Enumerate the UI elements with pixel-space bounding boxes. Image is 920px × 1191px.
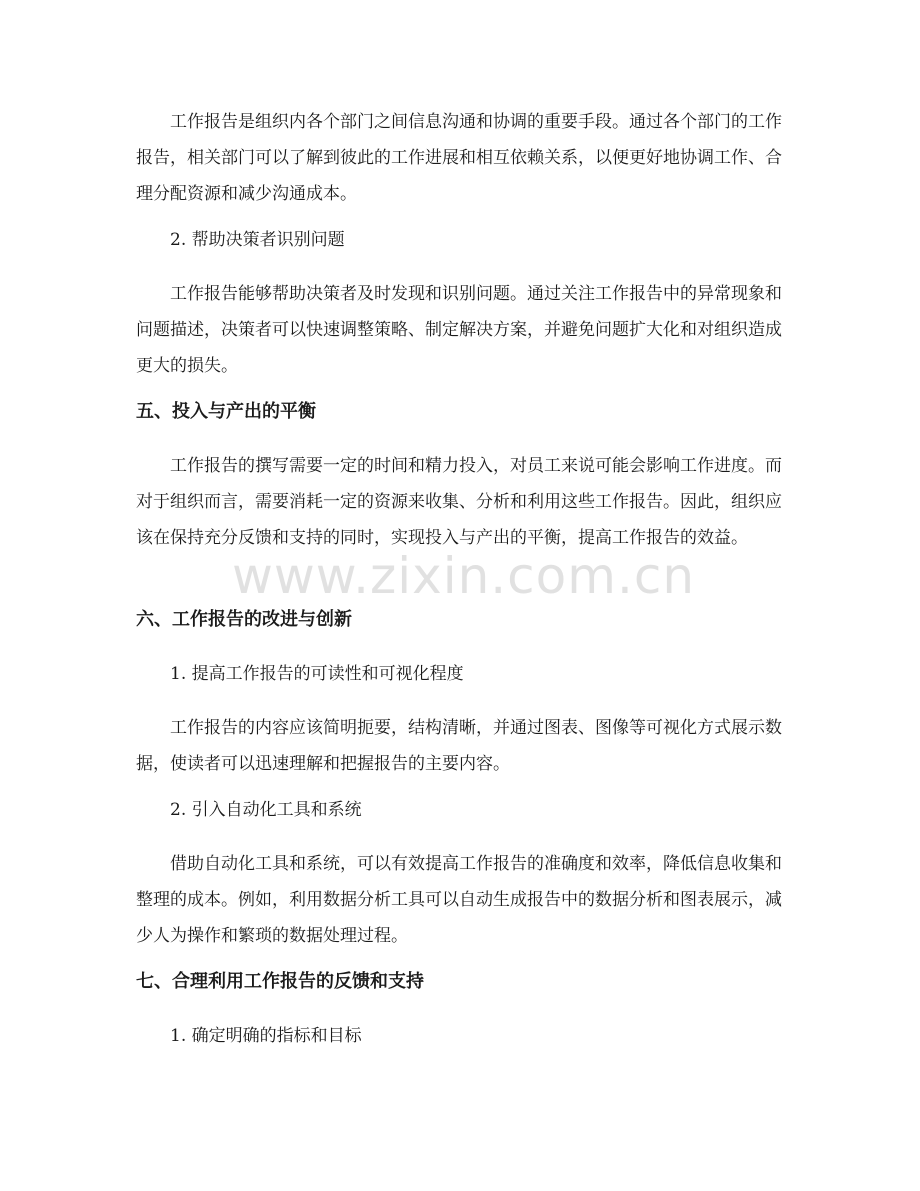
list-item-readability: 1. 提高工作报告的可读性和可视化程度 [170,664,464,684]
watermark-text: www.zixin.com.cn [232,547,696,605]
section-heading-6: 六、工作报告的改进与创新 [136,609,352,630]
list-item-automation: 2. 引入自动化工具和系统 [170,800,362,820]
section-heading-5: 五、投入与产出的平衡 [136,401,316,422]
paragraph-readability: 工作报告的内容应该简明扼要，结构清晰，并通过图表、图像等可视化方式展示数据，使读者可以迅速理解和把握报告的主要内容。 [136,718,782,774]
list-item-identify-problems: 2. 帮助决策者识别问题 [170,230,345,250]
paragraph-automation: 借助自动化工具和系统，可以有效提高工作报告的准确度和效率，降低信息收集和整理的成本。例如，利用数据分析工具可以自动生成报告中的数据分析和图表展示，减少人为操作和繁琐的数据处理过程。 [136,854,782,946]
list-item-indicators: 1. 确定明确的指标和目标 [170,1026,362,1046]
paragraph-identify-problems: 工作报告能够帮助决策者及时发现和识别问题。通过关注工作报告中的异常现象和问题描述，决策者可以快速调整策略、制定解决方案，并避免问题扩大化和对组织造成更大的损失。 [136,284,782,376]
paragraph-balance: 工作报告的撰写需要一定的时间和精力投入，对员工来说可能会影响工作进度。而对于组织而言，需要消耗一定的资源来收集、分析和利用这些工作报告。因此，组织应该在保持充分反馈和支持的同时，实现投入与产出的平衡，提高工作报告的效益。 [136,456,782,548]
paragraph-communication: 工作报告是组织内各个部门之间信息沟通和协调的重要手段。通过各个部门的工作报告，相关部门可以了解到彼此的工作进展和相互依赖关系，以便更好地协调工作、合理分配资源和减少沟通成本。 [136,112,782,204]
section-heading-7: 七、合理利用工作报告的反馈和支持 [136,971,424,992]
